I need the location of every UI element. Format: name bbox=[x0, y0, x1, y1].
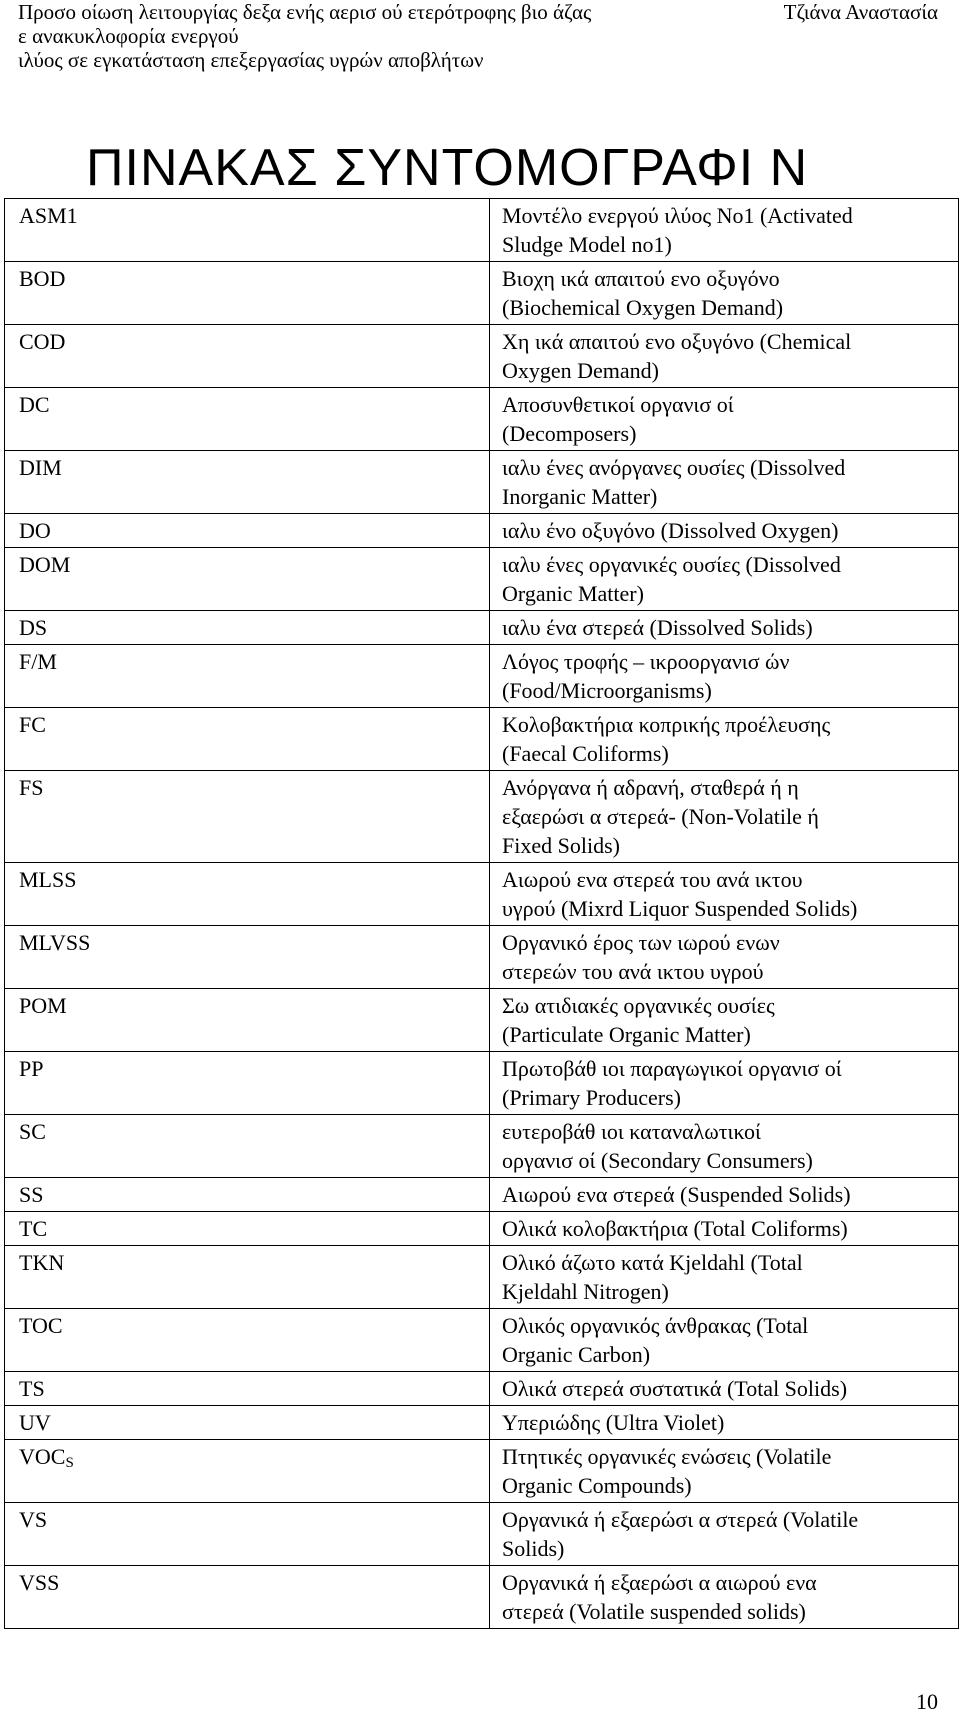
definition-line: Sludge Model no1) bbox=[502, 232, 672, 257]
definition-line: Ολικός οργανικός άνθρακας (Total bbox=[502, 1313, 809, 1338]
definition-line: ιαλυ ένα στερεά (Dissolved Solids) bbox=[502, 615, 813, 640]
definition-line: Organic Matter) bbox=[502, 581, 644, 606]
definition-line: Χη ικά απαιτού ενο οξυγόνο (Chemical bbox=[502, 329, 852, 354]
definition-line: Ολικά στερεά συστατικά (Total Solids) bbox=[502, 1376, 848, 1401]
page-number: 10 bbox=[916, 1689, 938, 1714]
definition-line: στερεά (Volatile suspended solids) bbox=[502, 1599, 806, 1624]
definition-cell bbox=[490, 1115, 959, 1178]
header-title-line1: Προσο οίωση λειτουργίας δεξα ενής αερισ ού ετερότροφης βιο άζας bbox=[18, 0, 592, 24]
abbreviation-term: FS bbox=[19, 775, 44, 800]
abbreviation-term: VOC bbox=[19, 1444, 66, 1469]
definition-line: (Primary Producers) bbox=[502, 1085, 682, 1110]
page-title: ΠΙΝΑΚΑΣ ΣΥΝΤΟΜΟΓΡΑΦΙ Ν bbox=[86, 139, 809, 197]
definition-line: Οργανικό έρος των ιωρού ενων bbox=[502, 930, 780, 955]
definition-cell bbox=[490, 708, 959, 771]
definition-cell bbox=[490, 926, 959, 989]
abbreviation-cell bbox=[5, 1440, 490, 1503]
abbreviation-cell bbox=[5, 926, 490, 989]
table-row bbox=[5, 1309, 959, 1372]
definition-line: (Particulate Organic Matter) bbox=[502, 1022, 751, 1047]
abbreviation-cell bbox=[5, 611, 490, 645]
abbreviation-term: TOC bbox=[19, 1313, 63, 1338]
abbreviation-term: POM bbox=[19, 993, 67, 1018]
table-row bbox=[5, 451, 959, 514]
table-row bbox=[5, 548, 959, 611]
abbreviation-cell bbox=[5, 1566, 490, 1629]
table-row bbox=[5, 1440, 959, 1503]
abbreviation-cell bbox=[5, 548, 490, 611]
table-row bbox=[5, 1566, 959, 1629]
table-row bbox=[5, 1503, 959, 1566]
abbreviation-term: DOM bbox=[19, 552, 71, 577]
definition-line: Υπεριώδης (Ultra Violet) bbox=[502, 1410, 725, 1435]
table-row bbox=[5, 1052, 959, 1115]
table-row bbox=[5, 1246, 959, 1309]
abbreviation-term: SS bbox=[19, 1182, 44, 1207]
definition-cell bbox=[490, 1178, 959, 1212]
table-row bbox=[5, 863, 959, 926]
definition-cell bbox=[490, 1212, 959, 1246]
definition-cell bbox=[490, 1440, 959, 1503]
definition-cell bbox=[490, 199, 959, 262]
definition-line: Αιωρού ενα στερεά του ανά ικτου bbox=[502, 867, 803, 892]
table-row bbox=[5, 262, 959, 325]
abbreviation-cell bbox=[5, 451, 490, 514]
definition-cell bbox=[490, 989, 959, 1052]
abbreviation-cell bbox=[5, 1246, 490, 1309]
table-row bbox=[5, 325, 959, 388]
table-row bbox=[5, 1372, 959, 1406]
definition-line: (Biochemical Oxygen Demand) bbox=[502, 295, 784, 320]
abbreviation-cell bbox=[5, 388, 490, 451]
abbreviation-cell bbox=[5, 645, 490, 708]
definition-cell bbox=[490, 771, 959, 863]
definition-line: Οργανικά ή εξαερώσι α στερεά (Volatile bbox=[502, 1507, 859, 1532]
definition-line: εξαερώσι α στερεά- (Non-Volatile ή bbox=[502, 804, 819, 829]
definition-cell bbox=[490, 1052, 959, 1115]
abbreviation-term: DC bbox=[19, 392, 50, 417]
definition-cell bbox=[490, 262, 959, 325]
abbreviation-term: VS bbox=[19, 1507, 48, 1532]
definition-line: Organic Compounds) bbox=[502, 1473, 692, 1498]
definition-cell bbox=[490, 1566, 959, 1629]
abbreviation-cell bbox=[5, 989, 490, 1052]
abbreviation-cell bbox=[5, 1372, 490, 1406]
definition-line: Μοντέλο ενεργού ιλύος Νο1 (Activated bbox=[502, 203, 853, 228]
abbreviation-cell bbox=[5, 708, 490, 771]
abbreviation-term: TC bbox=[19, 1216, 48, 1241]
definition-cell bbox=[490, 451, 959, 514]
abbreviation-cell bbox=[5, 199, 490, 262]
definition-cell bbox=[490, 611, 959, 645]
definition-line: Πτητικές οργανικές ενώσεις (Volatile bbox=[502, 1444, 832, 1469]
abbreviation-term: SC bbox=[19, 1119, 46, 1144]
definition-cell bbox=[490, 645, 959, 708]
abbreviation-term: PP bbox=[19, 1056, 44, 1081]
definition-line: ευτεροβάθ ιοι καταναλωτικοί bbox=[502, 1119, 761, 1144]
definition-cell bbox=[490, 1246, 959, 1309]
definition-line: ιαλυ ένο οξυγόνο (Dissolved Oxygen) bbox=[502, 518, 839, 543]
definition-cell bbox=[490, 1503, 959, 1566]
abbreviation-term: TKN bbox=[19, 1250, 65, 1275]
definition-line: Αιωρού ενα στερεά (Suspended Solids) bbox=[502, 1182, 851, 1207]
definition-cell bbox=[490, 388, 959, 451]
definition-line: Fixed Solids) bbox=[502, 833, 620, 858]
definition-line: Inorganic Matter) bbox=[502, 484, 658, 509]
definition-line: Oxygen Demand) bbox=[502, 358, 660, 383]
table-row bbox=[5, 708, 959, 771]
abbreviation-cell bbox=[5, 1178, 490, 1212]
abbreviation-cell bbox=[5, 1115, 490, 1178]
table-row bbox=[5, 1212, 959, 1246]
definition-cell bbox=[490, 1309, 959, 1372]
definition-line: στερεών του ανά ικτου υγρού bbox=[502, 959, 764, 984]
definition-line: υγρού (Mixrd Liquor Suspended Solids) bbox=[502, 896, 858, 921]
abbreviation-cell bbox=[5, 514, 490, 548]
table-row bbox=[5, 611, 959, 645]
definition-cell bbox=[490, 514, 959, 548]
definition-line: Ολικά κολοβακτήρια (Total Coliforms) bbox=[502, 1216, 848, 1241]
definition-line: Βιοχη ικά απαιτού ενο οξυγόνο bbox=[502, 266, 780, 291]
definition-line: Κολοβακτήρια κοπρικής προέλευσης bbox=[502, 712, 831, 737]
definition-line: Solids) bbox=[502, 1536, 565, 1561]
definition-line: Kjeldahl Nitrogen) bbox=[502, 1279, 669, 1304]
abbreviation-cell bbox=[5, 262, 490, 325]
definition-cell bbox=[490, 1406, 959, 1440]
abbreviation-cell bbox=[5, 1212, 490, 1246]
abbreviation-cell bbox=[5, 325, 490, 388]
abbreviation-cell bbox=[5, 1406, 490, 1440]
abbreviation-cell bbox=[5, 1052, 490, 1115]
abbreviation-term: MLSS bbox=[19, 867, 77, 892]
table-row bbox=[5, 388, 959, 451]
definition-cell bbox=[490, 325, 959, 388]
header-title-line3: ιλύος σε εγκατάσταση επεξεργασίας υγρών αποβλήτων bbox=[18, 48, 484, 72]
abbreviation-term: DO bbox=[19, 518, 51, 543]
table-row bbox=[5, 926, 959, 989]
definition-line: Λόγος τροφής – ικροοργανισ ών bbox=[502, 649, 790, 674]
abbreviation-subscript: S bbox=[65, 1455, 74, 1471]
definition-line: (Food/Microorganisms) bbox=[502, 678, 712, 703]
abbreviation-term: VSS bbox=[19, 1570, 60, 1595]
definition-line: Σω ατιδιακές οργανικές ουσίες bbox=[502, 993, 775, 1018]
definition-line: Organic Carbon) bbox=[502, 1342, 651, 1367]
table-row bbox=[5, 771, 959, 863]
abbreviation-term: MLVSS bbox=[19, 930, 91, 955]
running-header bbox=[18, 0, 938, 72]
definition-line: ιαλυ ένες ανόργανες ουσίες (Dissolved bbox=[502, 455, 846, 480]
table-row bbox=[5, 989, 959, 1052]
definition-line: Οργανικά ή εξαερώσι α αιωρού ενα bbox=[502, 1570, 817, 1595]
table-row bbox=[5, 1406, 959, 1440]
abbreviation-term: TS bbox=[19, 1376, 45, 1401]
definition-line: ιαλυ ένες οργανικές ουσίες (Dissolved bbox=[502, 552, 841, 577]
definition-line: Ανόργανα ή αδρανή, σταθερά ή η bbox=[502, 775, 799, 800]
abbreviation-term: F/M bbox=[19, 649, 57, 674]
abbreviation-cell bbox=[5, 1503, 490, 1566]
definition-line: (Decomposers) bbox=[502, 421, 637, 446]
abbreviation-term: ASM1 bbox=[19, 203, 78, 228]
table-row bbox=[5, 645, 959, 708]
table-row bbox=[5, 514, 959, 548]
definition-line: Ολικό άζωτο κατά Kjeldahl (Total bbox=[502, 1250, 803, 1275]
abbreviation-term: UV bbox=[19, 1410, 51, 1435]
definition-line: Αποσυνθετικοί οργανισ οί bbox=[502, 392, 734, 417]
table-row bbox=[5, 1115, 959, 1178]
abbreviation-term: DIM bbox=[19, 455, 62, 480]
definition-cell bbox=[490, 548, 959, 611]
abbreviation-cell bbox=[5, 771, 490, 863]
abbreviation-term: DS bbox=[19, 615, 48, 640]
definition-line: οργανισ οί (Secondary Consumers) bbox=[502, 1148, 813, 1173]
definition-cell bbox=[490, 1372, 959, 1406]
abbreviation-term: COD bbox=[19, 329, 66, 354]
definition-line: Πρωτοβάθ ιοι παραγωγικοί οργανισ οί bbox=[502, 1056, 842, 1081]
header-title-line2: ε ανακυκλοφορία ενεργού bbox=[18, 24, 239, 48]
abbreviation-cell bbox=[5, 863, 490, 926]
abbreviation-term: FC bbox=[19, 712, 46, 737]
table-row bbox=[5, 1178, 959, 1212]
definition-cell bbox=[490, 863, 959, 926]
abbreviations-table bbox=[4, 198, 959, 1629]
abbreviation-cell bbox=[5, 1309, 490, 1372]
header-author: Τζιάνα Αναστασία bbox=[783, 0, 938, 24]
table-row bbox=[5, 199, 959, 262]
definition-line: (Faecal Coliforms) bbox=[502, 741, 669, 766]
abbreviation-term: BOD bbox=[19, 266, 66, 291]
